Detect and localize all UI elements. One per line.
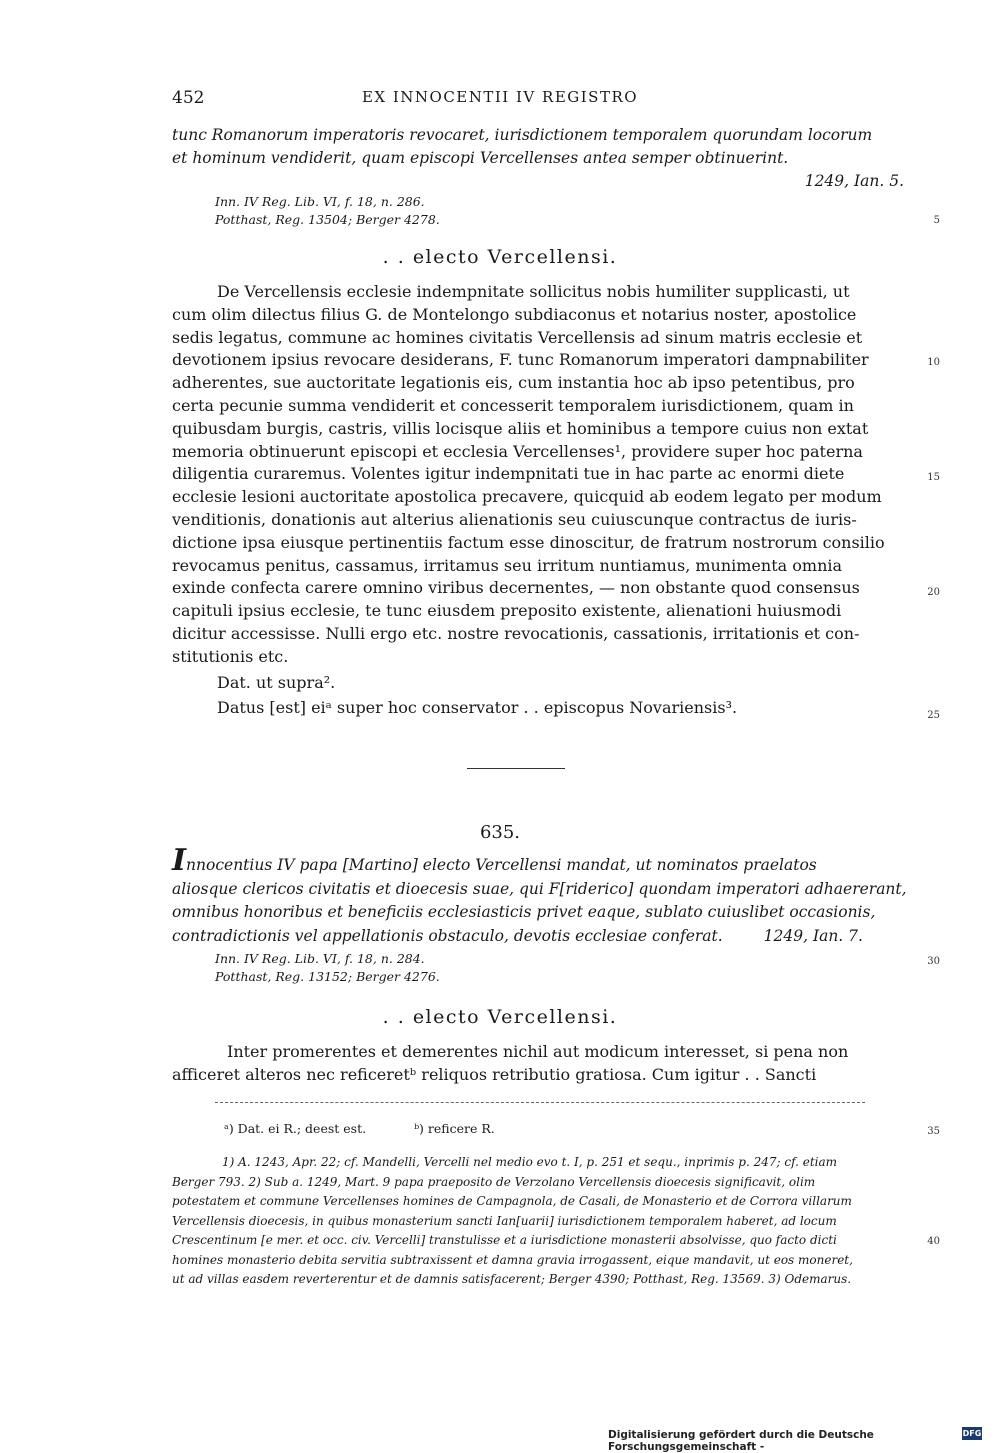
- text-note-b: ᵇ) reficere R.: [414, 1121, 495, 1136]
- letter-body: [172, 1041, 909, 1087]
- source-reference: Potthast, Reg. 13504; Berger 4278.: [215, 212, 440, 227]
- intro-line-2: et hominum vendiderit, quam episcopi Vercellenses antea semper obtinuerint.: [172, 149, 789, 167]
- line-number: 25: [927, 710, 940, 721]
- body-line: devotionem ipsius revocare desiderans, F. tunc Romanorum imperatori dampnabiliter: [172, 350, 869, 370]
- line-number: 20: [927, 587, 940, 598]
- line-number: 15: [927, 472, 940, 483]
- body-line: sedis legatus, commune ac homines civitatis Vercellensis ad sinum matris ecclesie et: [172, 327, 863, 347]
- footnote-line: Berger 793. 2) Sub a. 1249, Mart. 9 papa praeposito de Verzolano Vercellensis dioecesis significavit, olim: [172, 1174, 816, 1189]
- source-reference: Potthast, Reg. 13152; Berger 4276.: [215, 969, 440, 984]
- body-line: capituli ipsius ecclesie, te tunc eiusdem preposito existente, alienationi huiusmodi: [172, 601, 842, 621]
- line-number: 30: [927, 956, 940, 967]
- footnote-line: Vercellensis dioecesis, in quibus monasterium sancti Ian[uarii] iurisdictionem temporalem haberet, ad locum: [172, 1213, 837, 1228]
- summary-line-text: contradictionis vel appellationis obstaculo, devotis ecclesiae conferat.: [172, 926, 723, 945]
- summary-line: aliosque clericos civitatis et dioecesis suae, qui F[riderico] quondam imperatori adhaererant,: [172, 879, 907, 898]
- letter-body: [172, 281, 909, 720]
- body-line: dicitur accessisse. Nulli ergo etc. nostre revocationis, cassationis, irritationis et con-: [172, 623, 860, 643]
- body-line: exinde confecta carere omnino viribus decernentes, — non obstante quod consensus: [172, 578, 860, 598]
- funding-notice: Digitalisierung gefördert durch die Deutsche Forschungsgemeinschaft -: [608, 1429, 874, 1453]
- body-line: quibusdam burgis, castris, villis locisque aliis et hominibus a tempore cuius non extat: [172, 418, 869, 438]
- body-line: certa pecunie summa vendiderit et concesserit temporalem iurisdictionem, quam in: [172, 395, 854, 415]
- document-date: 1249, Ian. 7.: [763, 926, 863, 945]
- document-summary: [172, 843, 912, 948]
- summary-line: omnibus honoribus et beneficiis ecclesiasticis privet eaque, sublato cuiuslibet occasionis,: [172, 903, 876, 921]
- body-line: revocamus penitus, cassamus, irritamus seu irritum nuntiamus, munimenta omnia: [172, 555, 843, 575]
- drop-initial: I: [172, 843, 187, 878]
- source-reference: Inn. IV Reg. Lib. VI, f. 18, n. 286.: [215, 194, 425, 209]
- text-note-a: ᵃ) Dat. ei R.; deest est.: [224, 1121, 367, 1136]
- summary-line: [172, 925, 912, 949]
- body-line: dictione ipsa eiusque pertinentiis factum esse dinoscitur, de fratrum nostrorum consilio: [172, 532, 885, 552]
- line-number: 35: [927, 1126, 940, 1137]
- body-line: cum olim dilectus filius G. de Montelongo subdiaconus et notarius noster, apostolice: [172, 304, 857, 324]
- running-title: EX INNOCENTII IV REGISTRO: [361, 88, 639, 106]
- footnote-line: homines monasterio debita servitia subtraxissent et damna gravia irrogassent, eique mandavit, ut eos moneret,: [172, 1252, 853, 1267]
- salutation-heading: . . electo Vercellensi.: [382, 246, 618, 268]
- line-number: 5: [933, 215, 940, 226]
- body-line: diligentia curaremus. Volentes igitur indempnitati tue in hac parte ac enormi diete: [172, 464, 845, 484]
- line-number: 10: [927, 357, 940, 368]
- body-line: ecclesie lesioni auctoritate apostolica precavere, quicquid ab eodem legato per modum: [172, 487, 882, 507]
- body-line: Inter promerentes et demerentes nichil aut modicum interesset, si pena non: [227, 1042, 849, 1061]
- document-date: 1249, Ian. 5.: [804, 172, 904, 190]
- body-line: afficeret alteros nec reficeretᵇ reliquos retributio gratiosa. Cum igitur . . Sancti: [172, 1064, 817, 1084]
- salutation-heading: . . electo Vercellensi.: [382, 1006, 618, 1028]
- section-divider: [467, 768, 565, 769]
- summary-line: [172, 843, 912, 878]
- dfg-logo-icon: DFG: [962, 1429, 982, 1438]
- body-line: venditionis, donationis aut alterius alienationis seu cuiuscunque contractus de iuris-: [172, 509, 857, 529]
- page-number: 452: [172, 88, 205, 108]
- footnote-line: potestatem et commune Vercellenses homines de Campagnola, de Casali, de Monasterio et de Corrora villarum: [172, 1194, 852, 1208]
- footnote-line: Crescentinum [e mer. et occ. civ. Vercelli] transtulisse et a iurisdictione monasterii absolvisse, quo facto dicti: [172, 1233, 837, 1247]
- intro-line-1: tunc Romanorum imperatoris revocaret, iurisdictionem temporalem quorundam locorum: [172, 126, 873, 144]
- footnote-divider: [215, 1102, 865, 1103]
- source-reference: Inn. IV Reg. Lib. VI, f. 18, n. 284.: [215, 951, 425, 966]
- document-number: 635.: [479, 822, 521, 843]
- footnote-line: 1) A. 1243, Apr. 22; cf. Mandelli, Vercelli nel medio evo t. I, p. 251 et sequ., inprimis p. 247; cf. etiam: [222, 1155, 838, 1169]
- body-line: memoria obtinuerunt episcopi et ecclesia Vercellenses¹, providere super hoc paterna: [172, 441, 863, 461]
- dat-line: Dat. ut supra².: [217, 672, 336, 692]
- summary-line-text: nnocentius IV papa [Martino] electo Vercellensi mandat, ut nominatos praelatos: [186, 856, 817, 874]
- footnote-line: ut ad villas easdem reverterentur et de damnis satisfacerent; Berger 4390; Potthast, Reg. 13569. 3) Odemarus.: [172, 1272, 852, 1286]
- body-line: De Vercellensis ecclesie indempnitate sollicitus nobis humiliter supplicasti, ut: [217, 282, 850, 301]
- datus-line: Datus [est] eiᵃ super hoc conservator . . episcopus Novariensis³.: [217, 698, 738, 718]
- footnotes: [172, 1153, 914, 1290]
- body-line: stitutionis etc.: [172, 646, 289, 666]
- line-number: 40: [927, 1236, 940, 1247]
- body-line: adherentes, sue auctoritate legationis eis, cum instantia hoc ab ipso petentibus, pro: [172, 373, 855, 393]
- text-notes: [224, 1121, 495, 1136]
